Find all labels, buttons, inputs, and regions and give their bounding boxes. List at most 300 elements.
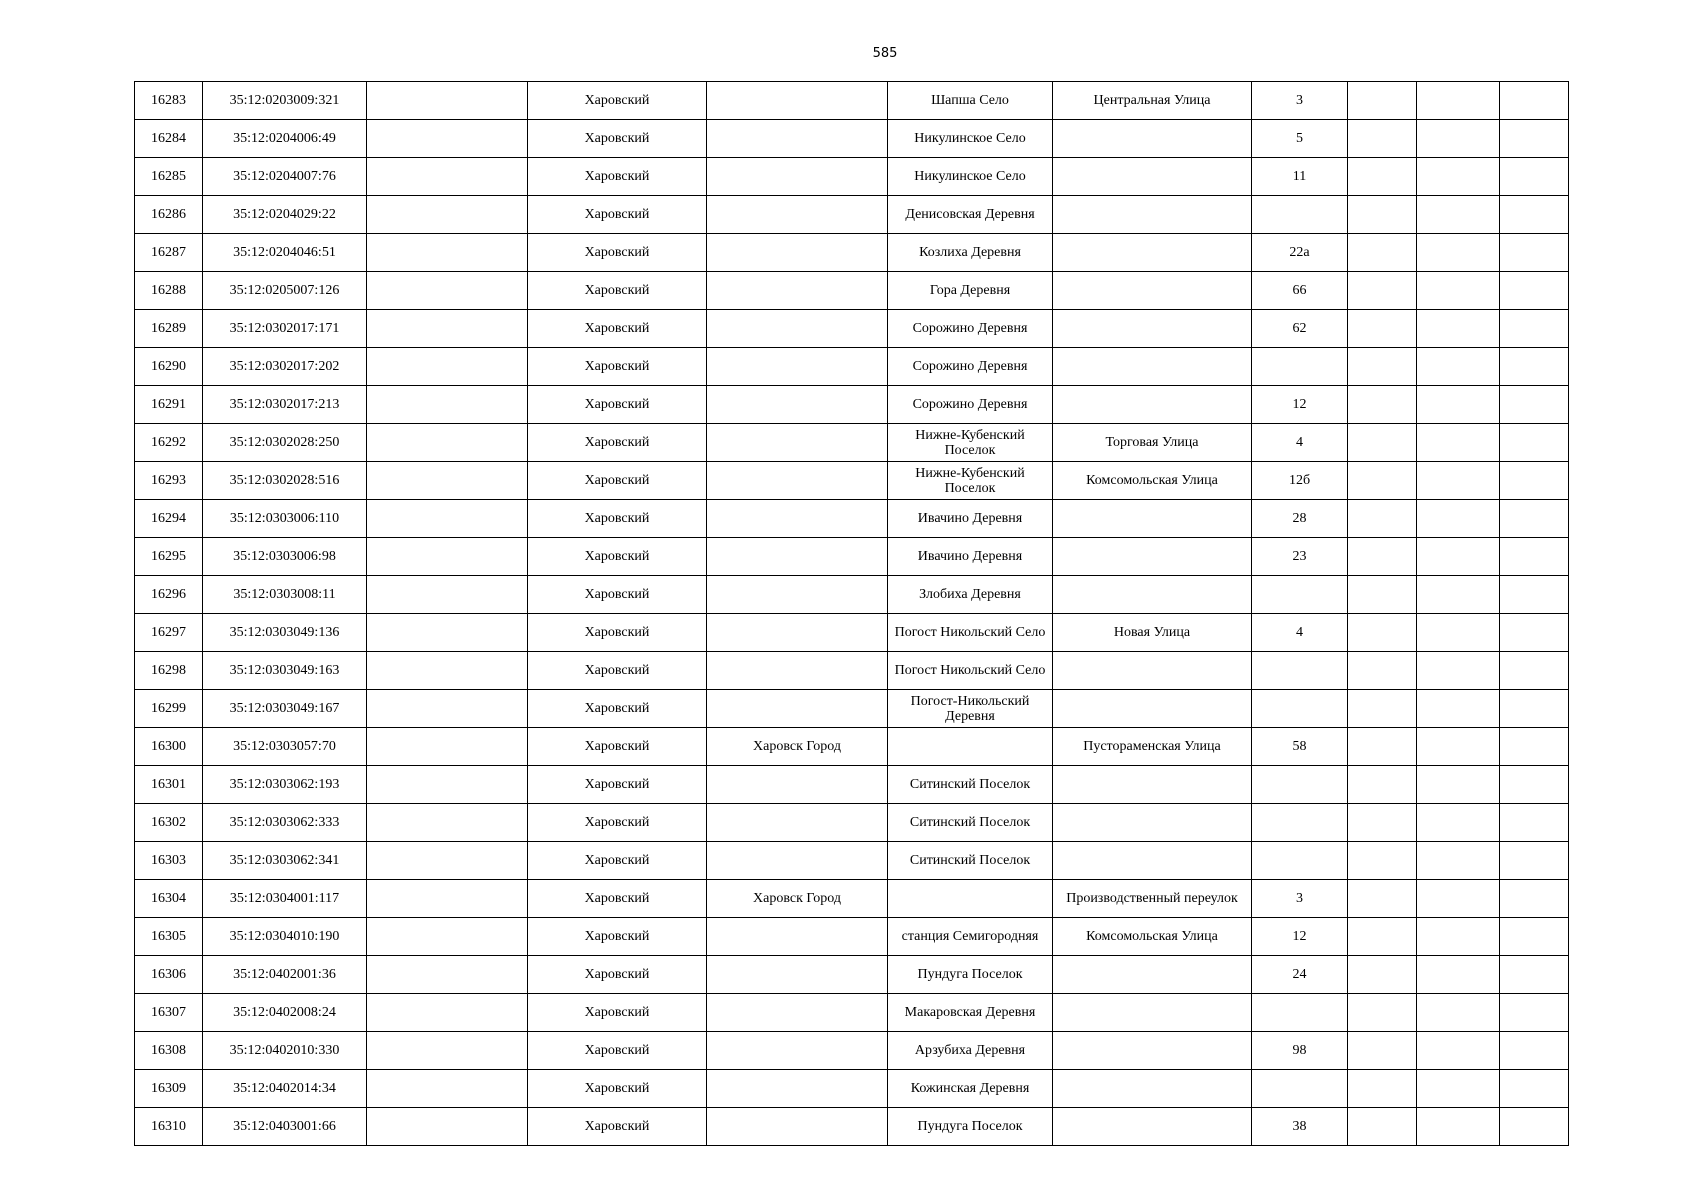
- street-cell: [1053, 310, 1252, 348]
- empty-cell: [367, 158, 528, 196]
- locality-cell: Пундуга Поселок: [888, 956, 1053, 994]
- empty-cell: [1417, 614, 1500, 652]
- street-cell: Центральная Улица: [1053, 82, 1252, 120]
- house-number-cell: [1252, 652, 1348, 690]
- empty-cell: [1500, 690, 1569, 728]
- row-number-cell: 16286: [135, 196, 203, 234]
- row-number-cell: 16298: [135, 652, 203, 690]
- street-cell: [1053, 1070, 1252, 1108]
- locality-cell: Погост Никольский Село: [888, 652, 1053, 690]
- city-cell: [707, 1032, 888, 1070]
- empty-cell: [1417, 500, 1500, 538]
- empty-cell: [1417, 272, 1500, 310]
- district-cell: Харовский: [528, 1070, 707, 1108]
- empty-cell: [367, 500, 528, 538]
- table-body: [135, 82, 1569, 1146]
- city-cell: [707, 918, 888, 956]
- cadastral-number-cell: 35:12:0302017:202: [203, 348, 367, 386]
- city-cell: [707, 614, 888, 652]
- empty-cell: [1348, 994, 1417, 1032]
- street-cell: [1053, 690, 1252, 728]
- district-cell: Харовский: [528, 82, 707, 120]
- empty-cell: [1417, 728, 1500, 766]
- empty-cell: [367, 1032, 528, 1070]
- empty-cell: [1500, 82, 1569, 120]
- empty-cell: [1500, 272, 1569, 310]
- table-row: [135, 310, 1569, 348]
- empty-cell: [1417, 538, 1500, 576]
- city-cell: [707, 842, 888, 880]
- empty-cell: [367, 538, 528, 576]
- street-cell: [1053, 576, 1252, 614]
- empty-cell: [1348, 956, 1417, 994]
- city-cell: [707, 82, 888, 120]
- empty-cell: [1348, 614, 1417, 652]
- street-cell: Новая Улица: [1053, 614, 1252, 652]
- empty-cell: [1500, 348, 1569, 386]
- table-row: [135, 1108, 1569, 1146]
- house-number-cell: 62: [1252, 310, 1348, 348]
- cadastral-number-cell: 35:12:0303049:167: [203, 690, 367, 728]
- empty-cell: [1417, 880, 1500, 918]
- city-cell: [707, 120, 888, 158]
- district-cell: Харовский: [528, 994, 707, 1032]
- city-cell: [707, 424, 888, 462]
- locality-cell: Нижне-Кубенский Поселок: [888, 424, 1053, 462]
- empty-cell: [1417, 120, 1500, 158]
- empty-cell: [1500, 424, 1569, 462]
- house-number-cell: [1252, 766, 1348, 804]
- table-row: [135, 538, 1569, 576]
- empty-cell: [1500, 310, 1569, 348]
- locality-cell: Злобиха Деревня: [888, 576, 1053, 614]
- table-row: [135, 994, 1569, 1032]
- city-cell: [707, 576, 888, 614]
- cadastral-number-cell: 35:12:0302028:250: [203, 424, 367, 462]
- cadastral-number-cell: 35:12:0403001:66: [203, 1108, 367, 1146]
- row-number-cell: 16307: [135, 994, 203, 1032]
- city-cell: [707, 158, 888, 196]
- city-cell: [707, 386, 888, 424]
- empty-cell: [367, 766, 528, 804]
- empty-cell: [1500, 614, 1569, 652]
- house-number-cell: [1252, 842, 1348, 880]
- empty-cell: [367, 880, 528, 918]
- locality-cell: [888, 880, 1053, 918]
- row-number-cell: 16291: [135, 386, 203, 424]
- empty-cell: [1500, 500, 1569, 538]
- empty-cell: [1500, 728, 1569, 766]
- table-row: [135, 766, 1569, 804]
- street-cell: Пустораменская Улица: [1053, 728, 1252, 766]
- locality-cell: Ситинский Поселок: [888, 804, 1053, 842]
- empty-cell: [1417, 310, 1500, 348]
- row-number-cell: 16294: [135, 500, 203, 538]
- house-number-cell: [1252, 1070, 1348, 1108]
- house-number-cell: [1252, 690, 1348, 728]
- row-number-cell: 16295: [135, 538, 203, 576]
- row-number-cell: 16299: [135, 690, 203, 728]
- cadastral-number-cell: 35:12:0204007:76: [203, 158, 367, 196]
- city-cell: [707, 652, 888, 690]
- row-number-cell: 16304: [135, 880, 203, 918]
- locality-cell: Никулинское Село: [888, 120, 1053, 158]
- locality-cell: Ивачино Деревня: [888, 500, 1053, 538]
- row-number-cell: 16308: [135, 1032, 203, 1070]
- page-number: 585: [872, 46, 898, 61]
- table-row: [135, 804, 1569, 842]
- locality-cell: Погост Никольский Село: [888, 614, 1053, 652]
- house-number-cell: 3: [1252, 82, 1348, 120]
- row-number-cell: 16283: [135, 82, 203, 120]
- cadastral-number-cell: 35:12:0203009:321: [203, 82, 367, 120]
- cadastral-number-cell: 35:12:0204029:22: [203, 196, 367, 234]
- table-row: [135, 158, 1569, 196]
- empty-cell: [1500, 158, 1569, 196]
- district-cell: Харовский: [528, 842, 707, 880]
- table-row: [135, 728, 1569, 766]
- row-number-cell: 16292: [135, 424, 203, 462]
- empty-cell: [367, 310, 528, 348]
- district-cell: Харовский: [528, 120, 707, 158]
- city-cell: [707, 196, 888, 234]
- locality-cell: Сорожино Деревня: [888, 310, 1053, 348]
- empty-cell: [1417, 956, 1500, 994]
- empty-cell: [1348, 1108, 1417, 1146]
- empty-cell: [367, 462, 528, 500]
- cadastral-number-cell: 35:12:0303049:163: [203, 652, 367, 690]
- row-number-cell: 16289: [135, 310, 203, 348]
- district-cell: Харовский: [528, 386, 707, 424]
- locality-cell: Погост-Никольский Деревня: [888, 690, 1053, 728]
- empty-cell: [1500, 1070, 1569, 1108]
- empty-cell: [1348, 1032, 1417, 1070]
- table-row: [135, 842, 1569, 880]
- empty-cell: [1417, 842, 1500, 880]
- locality-cell: Никулинское Село: [888, 158, 1053, 196]
- street-cell: [1053, 272, 1252, 310]
- row-number-cell: 16309: [135, 1070, 203, 1108]
- city-cell: [707, 690, 888, 728]
- street-cell: [1053, 386, 1252, 424]
- empty-cell: [1500, 918, 1569, 956]
- empty-cell: [1500, 234, 1569, 272]
- empty-cell: [1348, 766, 1417, 804]
- house-number-cell: 58: [1252, 728, 1348, 766]
- empty-cell: [367, 804, 528, 842]
- empty-cell: [1348, 234, 1417, 272]
- empty-cell: [1417, 158, 1500, 196]
- empty-cell: [1348, 728, 1417, 766]
- city-cell: [707, 310, 888, 348]
- empty-cell: [1417, 462, 1500, 500]
- row-number-cell: 16284: [135, 120, 203, 158]
- city-cell: [707, 234, 888, 272]
- table-row: [135, 652, 1569, 690]
- house-number-cell: [1252, 196, 1348, 234]
- district-cell: Харовский: [528, 234, 707, 272]
- locality-cell: Шапша Село: [888, 82, 1053, 120]
- district-cell: Харовский: [528, 348, 707, 386]
- empty-cell: [367, 348, 528, 386]
- district-cell: Харовский: [528, 728, 707, 766]
- empty-cell: [1348, 120, 1417, 158]
- district-cell: Харовский: [528, 576, 707, 614]
- empty-cell: [1348, 918, 1417, 956]
- district-cell: Харовский: [528, 956, 707, 994]
- table-row: [135, 272, 1569, 310]
- row-number-cell: 16302: [135, 804, 203, 842]
- district-cell: Харовский: [528, 158, 707, 196]
- district-cell: Харовский: [528, 690, 707, 728]
- cadastral-number-cell: 35:12:0303006:98: [203, 538, 367, 576]
- house-number-cell: 12б: [1252, 462, 1348, 500]
- table-row: [135, 196, 1569, 234]
- street-cell: [1053, 158, 1252, 196]
- cadastral-number-cell: 35:12:0402010:330: [203, 1032, 367, 1070]
- row-number-cell: 16288: [135, 272, 203, 310]
- city-cell: [707, 462, 888, 500]
- empty-cell: [1500, 386, 1569, 424]
- street-cell: Комсомольская Улица: [1053, 462, 1252, 500]
- cadastral-number-cell: 35:12:0303049:136: [203, 614, 367, 652]
- empty-cell: [367, 918, 528, 956]
- row-number-cell: 16297: [135, 614, 203, 652]
- street-cell: [1053, 348, 1252, 386]
- street-cell: [1053, 842, 1252, 880]
- district-cell: Харовский: [528, 310, 707, 348]
- street-cell: Производственный переулок: [1053, 880, 1252, 918]
- city-cell: [707, 1108, 888, 1146]
- cadastral-number-cell: 35:12:0303062:193: [203, 766, 367, 804]
- street-cell: [1053, 652, 1252, 690]
- empty-cell: [1500, 1108, 1569, 1146]
- street-cell: [1053, 994, 1252, 1032]
- cadastral-number-cell: 35:12:0304001:117: [203, 880, 367, 918]
- empty-cell: [1348, 652, 1417, 690]
- empty-cell: [367, 690, 528, 728]
- city-cell: [707, 994, 888, 1032]
- house-number-cell: 12: [1252, 918, 1348, 956]
- empty-cell: [367, 386, 528, 424]
- empty-cell: [1417, 652, 1500, 690]
- house-number-cell: 66: [1252, 272, 1348, 310]
- empty-cell: [367, 728, 528, 766]
- locality-cell: Кожинская Деревня: [888, 1070, 1053, 1108]
- cadastral-number-cell: 35:12:0205007:126: [203, 272, 367, 310]
- empty-cell: [1417, 234, 1500, 272]
- district-cell: Харовский: [528, 424, 707, 462]
- locality-cell: Арзубиха Деревня: [888, 1032, 1053, 1070]
- table-row: [135, 690, 1569, 728]
- city-cell: [707, 272, 888, 310]
- city-cell: [707, 956, 888, 994]
- street-cell: [1053, 234, 1252, 272]
- table-row: [135, 348, 1569, 386]
- district-cell: Харовский: [528, 1032, 707, 1070]
- street-cell: [1053, 500, 1252, 538]
- locality-cell: [888, 728, 1053, 766]
- empty-cell: [1348, 690, 1417, 728]
- row-number-cell: 16303: [135, 842, 203, 880]
- locality-cell: Ситинский Поселок: [888, 842, 1053, 880]
- cadastral-number-cell: 35:12:0302017:171: [203, 310, 367, 348]
- locality-cell: Козлиха Деревня: [888, 234, 1053, 272]
- district-cell: Харовский: [528, 918, 707, 956]
- locality-cell: Ивачино Деревня: [888, 538, 1053, 576]
- empty-cell: [1500, 804, 1569, 842]
- empty-cell: [1348, 462, 1417, 500]
- empty-cell: [1500, 994, 1569, 1032]
- cadastral-number-cell: 35:12:0303008:11: [203, 576, 367, 614]
- empty-cell: [1417, 386, 1500, 424]
- locality-cell: Пундуга Поселок: [888, 1108, 1053, 1146]
- district-cell: Харовский: [528, 272, 707, 310]
- property-table: [134, 81, 1569, 1146]
- cadastral-number-cell: 35:12:0402014:34: [203, 1070, 367, 1108]
- empty-cell: [1348, 1070, 1417, 1108]
- street-cell: [1053, 1032, 1252, 1070]
- cadastral-number-cell: 35:12:0204046:51: [203, 234, 367, 272]
- cadastral-number-cell: 35:12:0402001:36: [203, 956, 367, 994]
- house-number-cell: [1252, 804, 1348, 842]
- empty-cell: [367, 1070, 528, 1108]
- house-number-cell: [1252, 348, 1348, 386]
- empty-cell: [1417, 576, 1500, 614]
- street-cell: Комсомольская Улица: [1053, 918, 1252, 956]
- empty-cell: [1417, 1070, 1500, 1108]
- house-number-cell: 4: [1252, 424, 1348, 462]
- cadastral-number-cell: 35:12:0303006:110: [203, 500, 367, 538]
- house-number-cell: 4: [1252, 614, 1348, 652]
- table-row: [135, 880, 1569, 918]
- empty-cell: [1417, 82, 1500, 120]
- city-cell: [707, 538, 888, 576]
- locality-cell: Денисовская Деревня: [888, 196, 1053, 234]
- table-row: [135, 82, 1569, 120]
- table-row: [135, 918, 1569, 956]
- city-cell: [707, 1070, 888, 1108]
- locality-cell: станция Семигородняя: [888, 918, 1053, 956]
- row-number-cell: 16301: [135, 766, 203, 804]
- empty-cell: [367, 234, 528, 272]
- city-cell: [707, 348, 888, 386]
- empty-cell: [1417, 348, 1500, 386]
- empty-cell: [1500, 956, 1569, 994]
- empty-cell: [367, 614, 528, 652]
- city-cell: [707, 804, 888, 842]
- empty-cell: [1348, 538, 1417, 576]
- empty-cell: [1348, 880, 1417, 918]
- house-number-cell: 12: [1252, 386, 1348, 424]
- empty-cell: [1348, 158, 1417, 196]
- empty-cell: [1500, 880, 1569, 918]
- table-row: [135, 1070, 1569, 1108]
- table-row: [135, 120, 1569, 158]
- empty-cell: [1348, 196, 1417, 234]
- empty-cell: [367, 956, 528, 994]
- street-cell: Торговая Улица: [1053, 424, 1252, 462]
- house-number-cell: 11: [1252, 158, 1348, 196]
- empty-cell: [367, 652, 528, 690]
- locality-cell: Нижне-Кубенский Поселок: [888, 462, 1053, 500]
- house-number-cell: [1252, 994, 1348, 1032]
- locality-cell: Сорожино Деревня: [888, 386, 1053, 424]
- district-cell: Харовский: [528, 462, 707, 500]
- district-cell: Харовский: [528, 1108, 707, 1146]
- district-cell: Харовский: [528, 880, 707, 918]
- cadastral-number-cell: 35:12:0303057:70: [203, 728, 367, 766]
- empty-cell: [1348, 576, 1417, 614]
- district-cell: Харовский: [528, 766, 707, 804]
- city-cell: [707, 500, 888, 538]
- street-cell: [1053, 1108, 1252, 1146]
- district-cell: Харовский: [528, 500, 707, 538]
- empty-cell: [367, 424, 528, 462]
- house-number-cell: 3: [1252, 880, 1348, 918]
- row-number-cell: 16305: [135, 918, 203, 956]
- empty-cell: [1417, 766, 1500, 804]
- empty-cell: [1500, 538, 1569, 576]
- empty-cell: [1417, 1108, 1500, 1146]
- empty-cell: [367, 576, 528, 614]
- empty-cell: [1500, 196, 1569, 234]
- house-number-cell: 24: [1252, 956, 1348, 994]
- district-cell: Харовский: [528, 614, 707, 652]
- empty-cell: [1348, 500, 1417, 538]
- house-number-cell: 23: [1252, 538, 1348, 576]
- empty-cell: [1348, 386, 1417, 424]
- cadastral-number-cell: 35:12:0303062:341: [203, 842, 367, 880]
- table-row: [135, 1032, 1569, 1070]
- locality-cell: Гора Деревня: [888, 272, 1053, 310]
- empty-cell: [1500, 120, 1569, 158]
- empty-cell: [1500, 842, 1569, 880]
- empty-cell: [1348, 424, 1417, 462]
- empty-cell: [367, 272, 528, 310]
- row-number-cell: 16310: [135, 1108, 203, 1146]
- empty-cell: [1348, 272, 1417, 310]
- table-row: [135, 234, 1569, 272]
- street-cell: [1053, 956, 1252, 994]
- cadastral-number-cell: 35:12:0302028:516: [203, 462, 367, 500]
- empty-cell: [1500, 462, 1569, 500]
- cadastral-number-cell: 35:12:0304010:190: [203, 918, 367, 956]
- district-cell: Харовский: [528, 196, 707, 234]
- house-number-cell: 5: [1252, 120, 1348, 158]
- street-cell: [1053, 120, 1252, 158]
- house-number-cell: 38: [1252, 1108, 1348, 1146]
- row-number-cell: 16290: [135, 348, 203, 386]
- empty-cell: [1348, 348, 1417, 386]
- cadastral-number-cell: 35:12:0303062:333: [203, 804, 367, 842]
- empty-cell: [367, 842, 528, 880]
- locality-cell: Ситинский Поселок: [888, 766, 1053, 804]
- city-cell: Харовск Город: [707, 880, 888, 918]
- house-number-cell: 28: [1252, 500, 1348, 538]
- row-number-cell: 16306: [135, 956, 203, 994]
- street-cell: [1053, 196, 1252, 234]
- city-cell: [707, 766, 888, 804]
- locality-cell: Сорожино Деревня: [888, 348, 1053, 386]
- empty-cell: [1500, 1032, 1569, 1070]
- empty-cell: [367, 994, 528, 1032]
- empty-cell: [1500, 766, 1569, 804]
- street-cell: [1053, 538, 1252, 576]
- street-cell: [1053, 804, 1252, 842]
- empty-cell: [1417, 196, 1500, 234]
- row-number-cell: 16287: [135, 234, 203, 272]
